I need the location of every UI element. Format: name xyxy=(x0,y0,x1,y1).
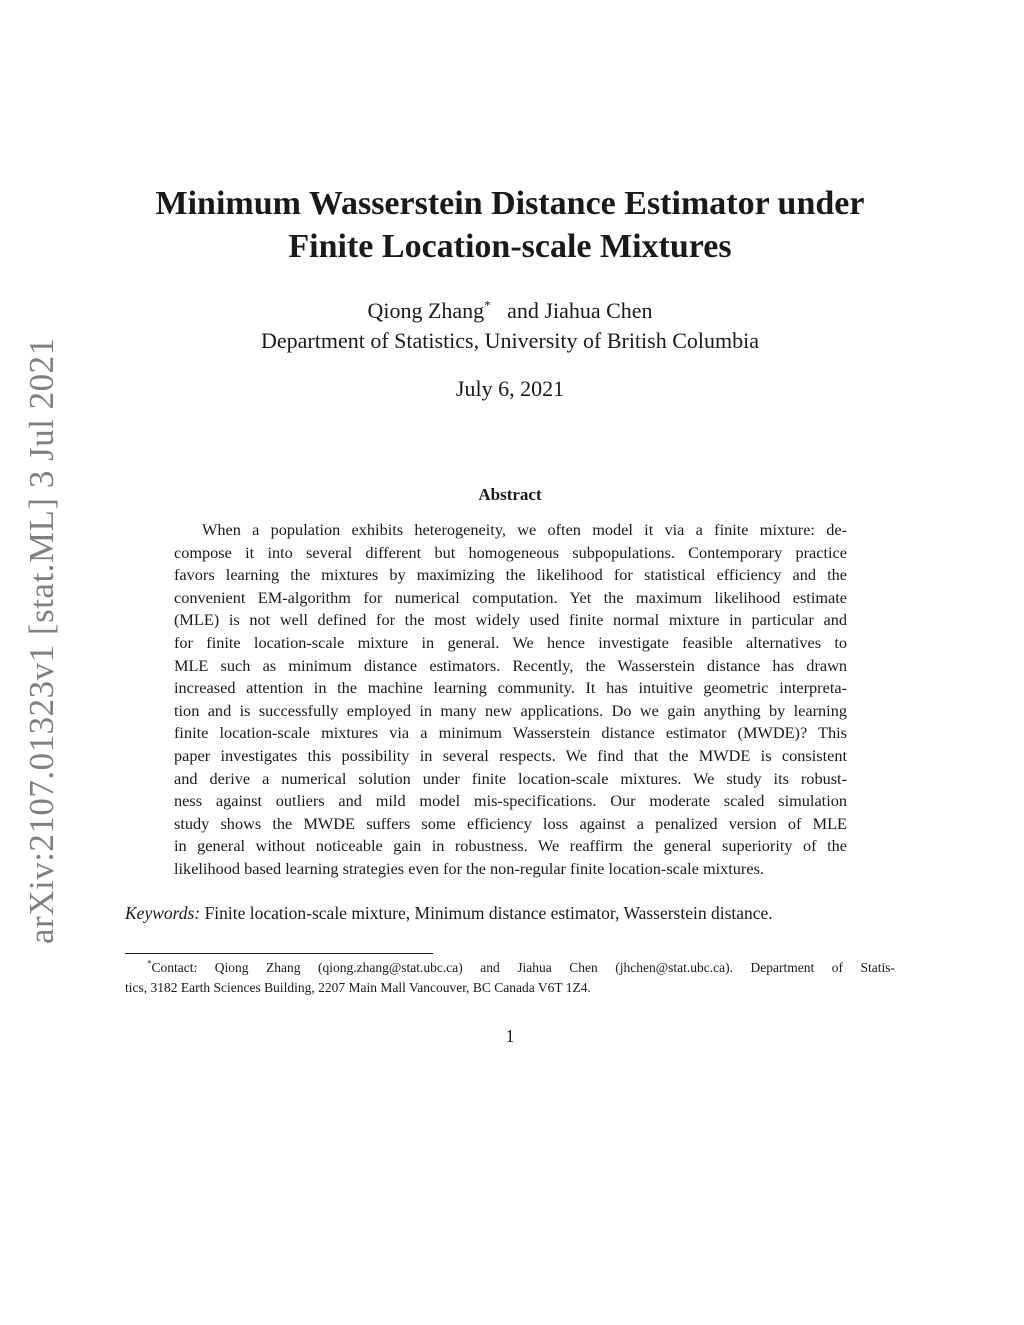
footnote-divider xyxy=(125,953,433,954)
abstract-line: for finite location-scale mixture in general. We hence investigate feasible alternatives to xyxy=(174,632,847,652)
title-line-1: Minimum Wasserstein Distance Estimator under xyxy=(155,185,865,222)
abstract-heading: Abstract xyxy=(478,485,542,504)
footnote-line-1 xyxy=(125,958,895,978)
abstract-line: MLE such as minimum distance estimators. Recently, the Wasserstein distance has drawn xyxy=(174,655,847,675)
abstract-line: likelihood based learning strategies even for the non-regular finite location-scale mixtures. xyxy=(174,858,764,878)
footnote-line-1-text: Contact: Qiong Zhang (qiong.zhang@stat.ubc.ca) and Jiahua Chen (jhchen@stat.ubc.ca). Department of Statis- xyxy=(151,960,895,975)
keywords-label: Keywords: xyxy=(125,903,201,923)
keywords xyxy=(125,901,905,925)
abstract-line: (MLE) is not well defined for the most widely used finite normal mixture in particular and xyxy=(174,610,847,630)
abstract-line: increased attention in the machine learning community. It has intuitive geometric interpreta- xyxy=(174,678,847,698)
author-affiliation: Department of Statistics, University of British Columbia xyxy=(261,328,759,353)
keywords-text: Finite location-scale mixture, Minimum distance estimator, Wasserstein distance. xyxy=(204,903,773,923)
abstract-line: in general without noticeable gain in robustness. We reaffirm the general superiority of the xyxy=(174,836,847,856)
paper-date: July 6, 2021 xyxy=(455,376,565,401)
paper-title xyxy=(110,182,910,268)
abstract-line: When a population exhibits heterogeneity, we often model it via a finite mixture: de- xyxy=(202,520,847,539)
author-1: Qiong Zhang xyxy=(367,298,485,323)
abstract-line: tion and is successfully employed in many new applications. Do we gain anything by learning xyxy=(174,700,847,720)
footnote xyxy=(125,958,895,998)
author-list xyxy=(110,296,910,326)
abstract-body xyxy=(174,519,847,881)
title-line-2: Finite Location-scale Mixtures xyxy=(288,228,732,265)
abstract-line: ness against outliers and mild model mis-specifications. Our moderate scaled simulation xyxy=(174,791,847,811)
abstract-line: paper investigates this possibility in several respects. We find that the MWDE is consistent xyxy=(174,745,847,765)
arxiv-identifier-stamp: arXiv:2107.01323v1 [stat.ML] 3 Jul 2021 xyxy=(22,337,61,944)
abstract-line: compose it into several different but homogeneous subpopulations. Contemporary practice xyxy=(174,542,847,562)
page-number: 1 xyxy=(505,1026,515,1046)
author-2: Jiahua Chen xyxy=(544,298,653,323)
abstract-line: finite location-scale mixtures via a minimum Wasserstein distance estimator (MWDE)? This xyxy=(174,723,847,743)
abstract-line: and derive a numerical solution under finite location-scale mixtures. We study its robust- xyxy=(174,768,847,788)
abstract-line: convenient EM-algorithm for numerical computation. Yet the maximum likelihood estimate xyxy=(174,587,847,607)
abstract-line: favors learning the mixtures by maximizing the likelihood for statistical efficiency and the xyxy=(174,565,847,585)
author-1-footnote-mark: * xyxy=(484,297,491,313)
footnote-mark: * xyxy=(147,958,152,969)
footnote-line-2: tics, 3182 Earth Sciences Building, 2207 Main Mall Vancouver, BC Canada V6T 1Z4. xyxy=(125,980,591,995)
author-conjunction: and xyxy=(507,298,539,323)
abstract-line: study shows the MWDE suffers some efficiency loss against a penalized version of MLE xyxy=(174,813,847,833)
